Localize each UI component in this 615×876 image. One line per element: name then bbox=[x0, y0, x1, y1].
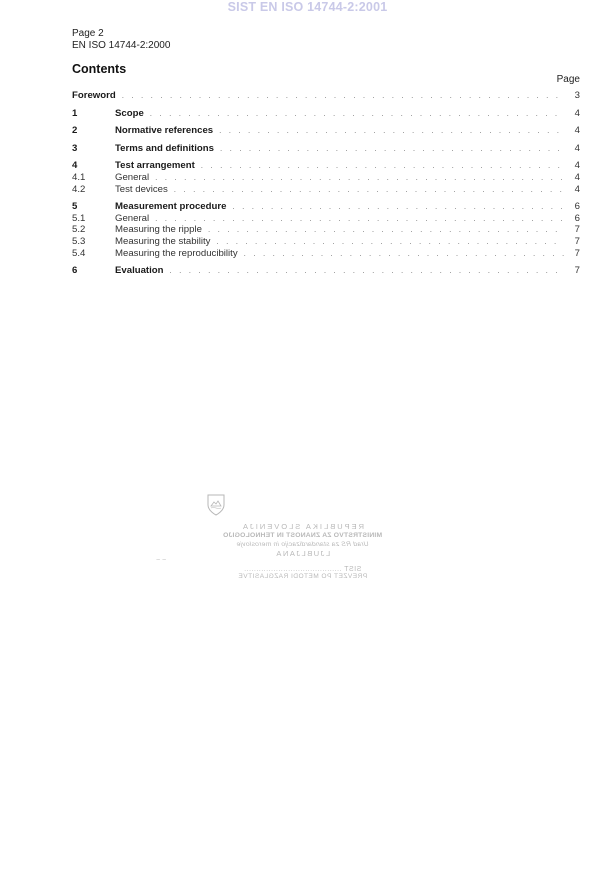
toc-title: Measurement procedure bbox=[115, 201, 227, 213]
toc-entry-measurement-procedure[interactable] bbox=[72, 201, 580, 213]
toc-title: General bbox=[115, 171, 150, 183]
toc-title: Scope bbox=[115, 107, 144, 119]
stamp-sist-line: SIST ........................................ bbox=[243, 566, 362, 573]
toc-entry-general-4-1[interactable] bbox=[72, 172, 580, 184]
toc-title: Foreword bbox=[72, 90, 116, 101]
stamp-line: Urad RS za standardizacijo in meroslovje bbox=[236, 541, 369, 548]
toc-page-number: 4 bbox=[574, 160, 580, 172]
toc-entry-general-5-1[interactable] bbox=[72, 213, 580, 225]
toc-number: 6 bbox=[72, 265, 78, 277]
contents-heading: Contents bbox=[72, 62, 127, 76]
dot-leader bbox=[244, 248, 564, 260]
toc-number: 5 bbox=[72, 201, 78, 213]
toc-title: Test devices bbox=[115, 183, 168, 195]
toc-title: Terms and definitions bbox=[115, 142, 214, 154]
stamp-adoption-note: PREVZET PO METODI RAZGLASITVE bbox=[237, 573, 368, 580]
handwritten-mark: ~ ~ bbox=[156, 557, 167, 564]
toc-page-number: 4 bbox=[574, 183, 580, 195]
dot-leader bbox=[122, 90, 564, 102]
dot-leader bbox=[232, 201, 564, 213]
dot-leader bbox=[155, 213, 564, 225]
toc-entry-scope[interactable] bbox=[72, 108, 580, 120]
toc-entry-measuring-ripple[interactable] bbox=[72, 224, 580, 236]
toc-entry-terms-and-definitions[interactable] bbox=[72, 143, 580, 155]
toc-title: Measuring the reproducibility bbox=[115, 247, 238, 259]
toc-number: 4 bbox=[72, 160, 78, 172]
stamp-line: LJUBLJANA bbox=[274, 549, 331, 558]
official-stamp bbox=[205, 493, 400, 593]
dot-leader bbox=[174, 184, 564, 196]
toc-page-number: 7 bbox=[574, 235, 580, 247]
page-header bbox=[72, 28, 170, 52]
toc-page-number: 7 bbox=[574, 247, 580, 259]
toc-number: 4.2 bbox=[72, 183, 86, 195]
toc-entry-test-devices[interactable] bbox=[72, 184, 580, 196]
page-number: Page 2 bbox=[72, 28, 104, 39]
dot-leader bbox=[216, 236, 564, 248]
dot-leader bbox=[150, 108, 564, 120]
toc-entry-foreword[interactable] bbox=[72, 90, 580, 102]
toc-number: 5.3 bbox=[72, 235, 86, 247]
dot-leader bbox=[220, 143, 564, 155]
toc-title: Measuring the ripple bbox=[115, 224, 202, 236]
dot-leader bbox=[208, 224, 564, 236]
toc-page-number: 6 bbox=[574, 201, 580, 213]
toc-title: Test arrangement bbox=[115, 160, 195, 172]
dot-leader bbox=[170, 265, 564, 277]
table-of-contents bbox=[72, 90, 580, 277]
toc-title: Evaluation bbox=[115, 265, 164, 277]
toc-page-number: 4 bbox=[574, 125, 580, 137]
toc-page-number: 7 bbox=[574, 224, 580, 236]
toc-number: 1 bbox=[72, 107, 78, 119]
dot-leader bbox=[155, 172, 564, 184]
toc-page-number: 3 bbox=[574, 90, 580, 101]
toc-page-number: 6 bbox=[574, 212, 580, 224]
toc-number: 5.4 bbox=[72, 247, 86, 259]
document-watermark: SIST EN ISO 14744-2:2001 bbox=[227, 0, 388, 14]
dot-leader bbox=[219, 125, 564, 137]
toc-entry-normative-references[interactable] bbox=[72, 125, 580, 137]
dot-leader bbox=[201, 160, 564, 172]
toc-number: 5.1 bbox=[72, 212, 86, 224]
toc-title: General bbox=[115, 212, 150, 224]
toc-entry-evaluation[interactable] bbox=[72, 265, 580, 277]
toc-number: 3 bbox=[72, 142, 78, 154]
toc-number: 2 bbox=[72, 125, 78, 137]
page-column-label: Page bbox=[556, 74, 580, 85]
toc-title: Normative references bbox=[115, 125, 214, 137]
toc-number: 4.1 bbox=[72, 171, 86, 183]
toc-entry-measuring-reproducibility[interactable] bbox=[72, 248, 580, 260]
toc-page-number: 4 bbox=[574, 142, 580, 154]
toc-entry-measuring-stability[interactable] bbox=[72, 236, 580, 248]
toc-entry-test-arrangement[interactable] bbox=[72, 160, 580, 172]
stamp-line: REPUBLIKA SLOVENIJA bbox=[240, 522, 365, 531]
toc-page-number: 7 bbox=[574, 265, 580, 277]
toc-page-number: 4 bbox=[574, 171, 580, 183]
stamp-line: MINISTRSTVO ZA ZNANOST IN TEHNOLOGIJO bbox=[222, 532, 383, 539]
toc-title: Measuring the stability bbox=[115, 235, 211, 247]
toc-page-number: 4 bbox=[574, 107, 580, 119]
standard-id: EN ISO 14744-2:2000 bbox=[72, 40, 171, 51]
toc-number: 5.2 bbox=[72, 224, 86, 236]
coat-of-arms-icon bbox=[205, 493, 227, 517]
stamp-text-mirrored bbox=[205, 522, 400, 558]
